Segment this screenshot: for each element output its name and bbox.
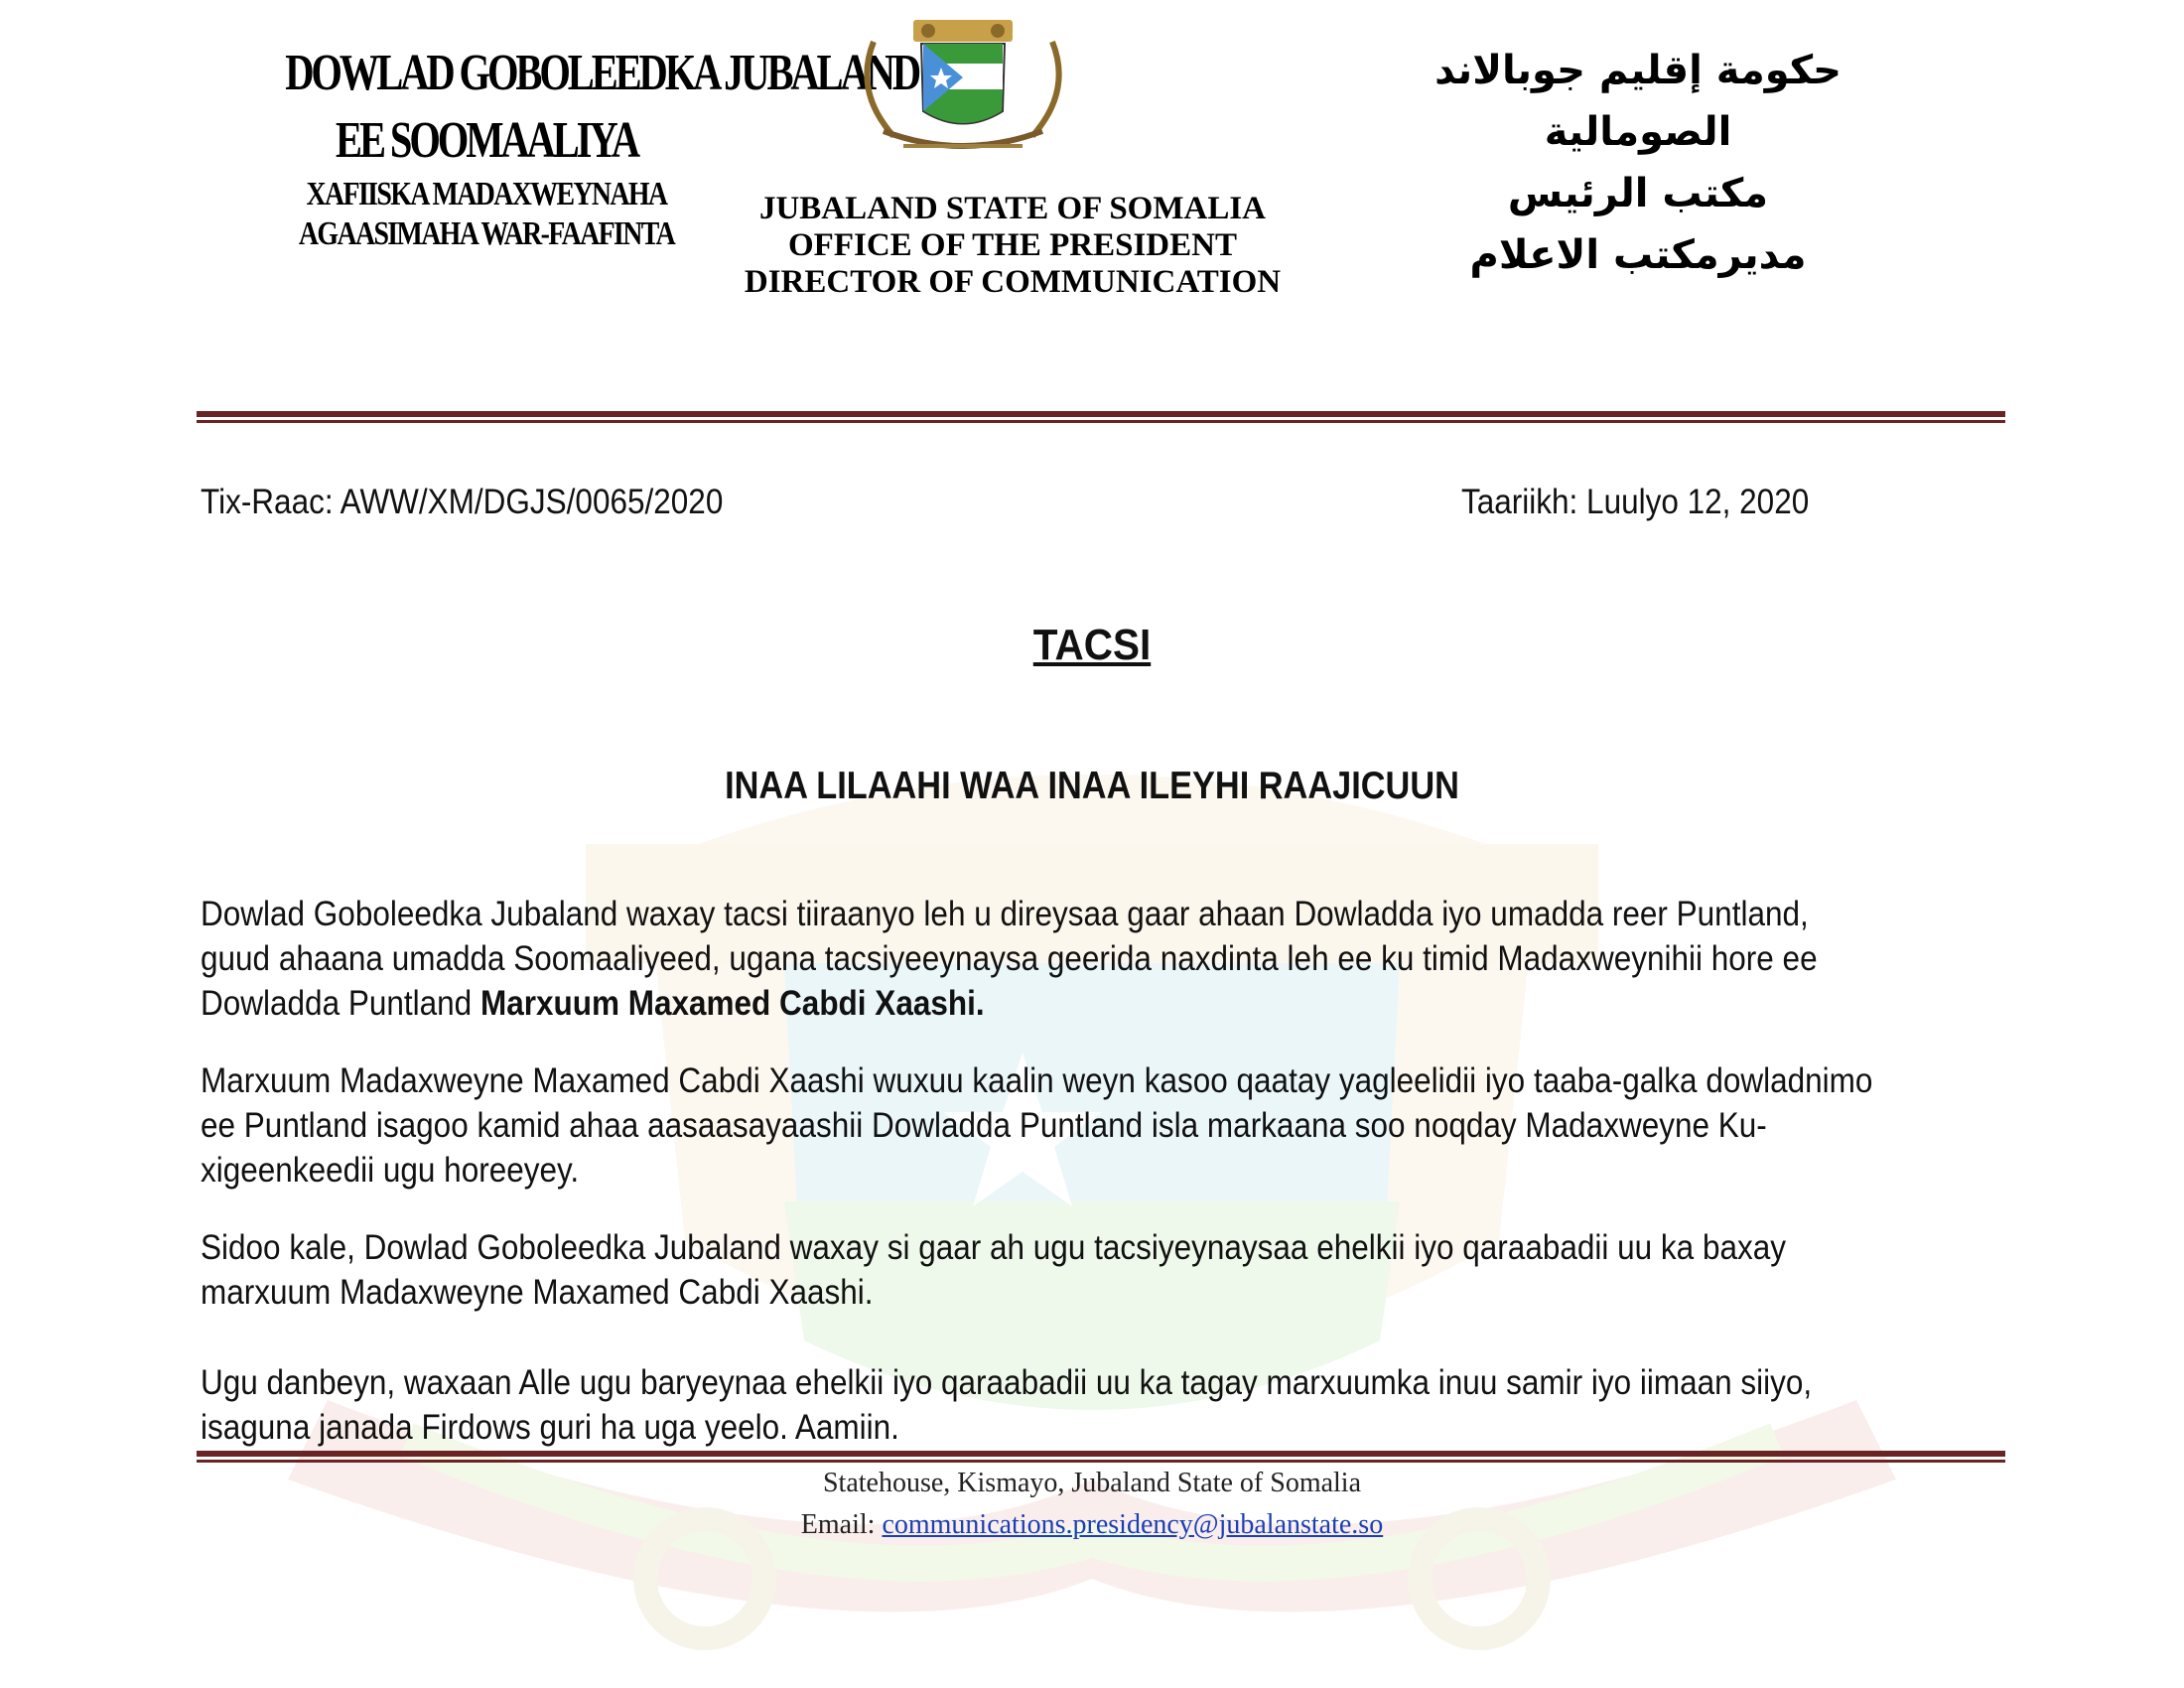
- paragraph-3: Sidoo kale, Dowlad Goboleedka Jubaland waxay si gaar ah ugu tacsiyeynaysaa ehelkii iyo qaraabadii uu ka baxay marxuum Madaxweyne Maxamed Cabdi Xaashi.: [201, 1228, 1787, 1312]
- footer-divider: [197, 1451, 2005, 1463]
- letterhead-right-line1: حكومة إقليم جوبالاند الصومالية: [1434, 48, 1842, 155]
- letterhead-left: [228, 40, 918, 254]
- paragraph-4: Ugu danbeyn, waxaan Alle ugu baryeynaa ehelkii iyo qaraabadii uu ka tagay marxuumka inuu samir iyo iimaan siiyo, isaguna janada Firdows guri ha uga yeelo. Aamiin.: [201, 1363, 1813, 1447]
- footer-email-link[interactable]: communications.presidency@jubalanstate.so: [882, 1509, 1384, 1540]
- paragraph-2: Marxuum Madaxweyne Maxamed Cabdi Xaashi wuxuu kaalin weyn kasoo qaatay yagleelidii iyo taaba-galka dowladnimo ee Puntland isagoo kamid ahaa aasaasayaashii Dowladda Puntland isla markaana soo noqday Madaxweyne Ku-xigeenkeedii ugu horeeyey.: [201, 1061, 1873, 1190]
- document-date: Taariikh: Luulyo 12, 2020: [1461, 483, 1810, 521]
- letterhead-center-line1: JUBALAND STATE OF SOMALIA: [758, 191, 1267, 226]
- jubaland-emblem-icon: [844, 12, 1082, 161]
- letterhead-right-line3: مديرمكتب الاعلام: [1469, 232, 1807, 278]
- letterhead-left-line1: DOWLAD GOBOLEEDKA JUBALAND: [285, 45, 918, 101]
- reference-number: Tix-Raac: AWW/XM/DGJS/0065/2020: [201, 483, 724, 521]
- document-title: TACSI: [1032, 621, 1152, 669]
- letterhead-right-line2: مكتب الرئيس: [1507, 171, 1769, 216]
- letterhead-left-line4: AGAASIMAHA WAR-FAAFINTA: [298, 215, 675, 252]
- letterhead-left-line3: XAFIISKA MADAXWEYNAHA: [306, 176, 667, 212]
- paragraph-1-bold: Marxuum Maxamed Cabdi Xaashi.: [479, 984, 985, 1023]
- watermark-emblem: [149, 725, 2035, 1688]
- letterhead-right: [1370, 40, 1906, 286]
- paragraph-1-text: Dowlad Goboleedka Jubaland waxay tacsi tiiraanyo leh u direysaa gaar ahaan Dowladda iyo umadda reer Puntland, guud ahaana umadda Soomaaliyeed, ugana tacsiyeeynaysa geerida naxdinta leh ee ku timid Madaxweynihii hore ee Dowladda Puntland: [201, 895, 1818, 1023]
- footer-email-line: [0, 1509, 2184, 1541]
- footer-address: Statehouse, Kismayo, Jubaland State of Somalia: [822, 1468, 1362, 1498]
- paragraph-1: [201, 892, 1880, 1026]
- footer-email-label: Email:: [800, 1509, 883, 1540]
- letterhead-left-line2: EE SOOMAALIYA: [336, 112, 637, 169]
- letterhead-center-line2: OFFICE OF THE PRESIDENT: [788, 227, 1237, 263]
- header-divider: [197, 411, 2005, 423]
- letterhead-center: [695, 191, 1330, 301]
- letterhead-center-line3: DIRECTOR OF COMMUNICATION: [744, 264, 1282, 300]
- document-subtitle: INAA LILAAHI WAA INAA ILEYHI RAAJICUUN: [725, 765, 1459, 807]
